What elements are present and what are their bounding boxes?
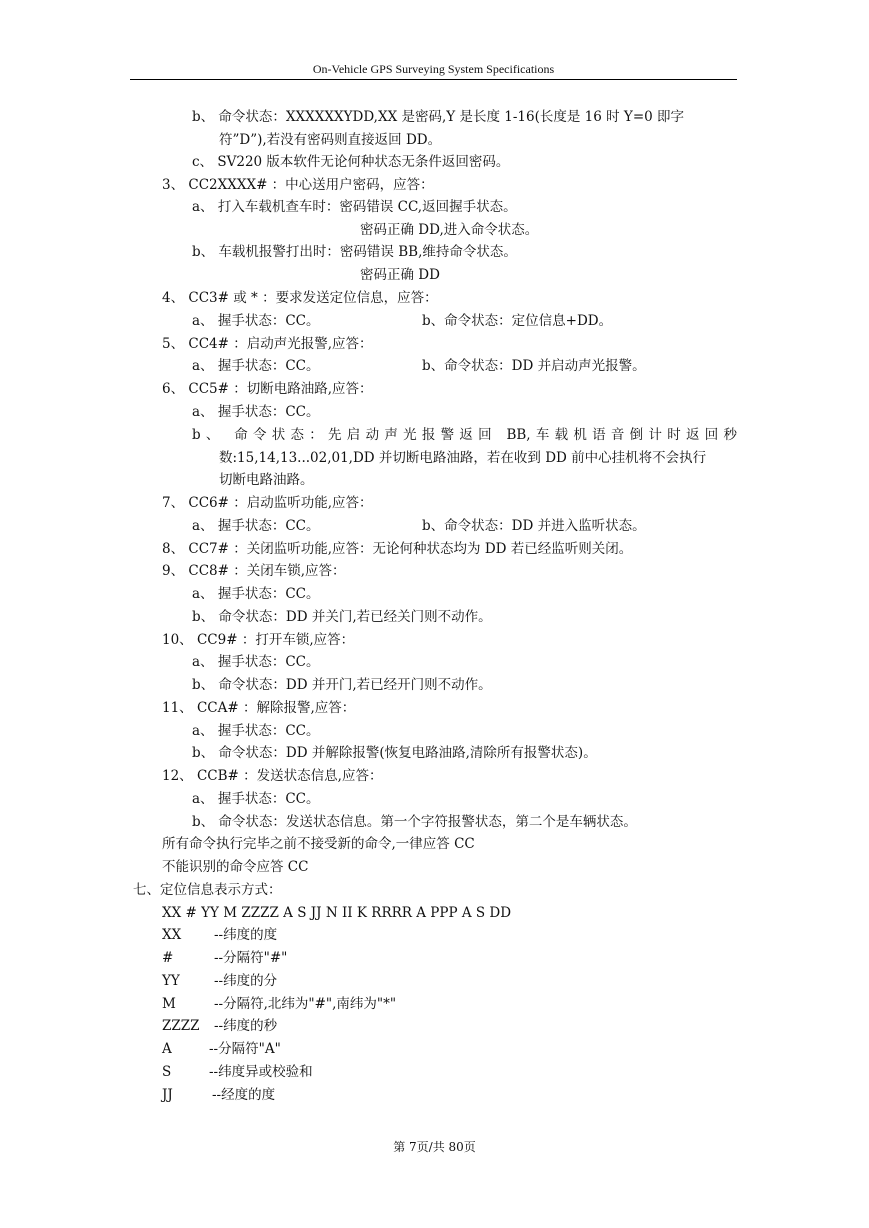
text-line: 5、 CC4# ：启动声光报警,应答： — [162, 336, 373, 352]
text-line: a、 握手状态：CC。 — [192, 791, 320, 807]
field-description: --分隔符"#" — [214, 950, 288, 966]
field-code: YY — [162, 973, 180, 989]
text-line: b、命令状态：DD 并启动声光报警。 — [422, 358, 646, 374]
field-description: --经度的度 — [212, 1087, 276, 1103]
field-code: # — [162, 950, 174, 966]
section-heading: 七、定位信息表示方式： — [133, 882, 282, 898]
text-line: 不能识别的命令应答 CC — [162, 859, 309, 875]
text-line: 密码正确 DD — [360, 267, 440, 283]
text-line: b、 命令状态：XXXXXXYDD,XX 是密码,Y 是长度 1-16(长度是 16 时 Y=0 即字 — [192, 109, 685, 125]
text-line: b、 命令状态：DD 并解除报警(恢复电路油路,清除所有报警状态)。 — [192, 745, 597, 761]
header-rule — [130, 79, 737, 80]
text-line: b、 车载机报警打出时：密码错误 BB,维持命令状态。 — [192, 244, 517, 260]
field-description: --纬度的度 — [214, 927, 278, 943]
text-line: 3、 CC2XXXX# ：中心送用户密码，应答： — [162, 177, 434, 193]
text-line: b、 命令状态：DD 并关门,若已经关门则不动作。 — [192, 609, 492, 625]
text-line: 符”D”),若没有密码则直接返回 DD。 — [219, 132, 442, 148]
text-line: a、 握手状态：CC。 — [192, 358, 320, 374]
text-line: c、 SV220 版本软件无论何种状态无条件返回密码。 — [192, 154, 510, 170]
field-description: --纬度的分 — [214, 973, 278, 989]
text-line: b、 命令状态：DD 并开门,若已经开门则不动作。 — [192, 677, 492, 693]
text-line: 11、 CCA# ：解除报警,应答： — [162, 700, 356, 716]
field-description: --分隔符,北纬为"#",南纬为"*" — [214, 996, 397, 1012]
field-code: A — [162, 1041, 172, 1057]
text-line: 密码正确 DD,进入命令状态。 — [360, 222, 539, 238]
text-line: a、 握手状态：CC。 — [192, 654, 320, 670]
page-header: On-Vehicle GPS Surveying System Specifications — [312, 62, 555, 76]
text-line: b、命令状态：DD 并进入监听状态。 — [422, 518, 646, 534]
text-line: 7、 CC6# ：启动监听功能,应答： — [162, 495, 373, 511]
text-line: a、 握手状态：CC。 — [192, 723, 320, 739]
text-line: a、 握手状态：CC。 — [192, 404, 320, 420]
field-code: S — [162, 1064, 172, 1080]
text-line: 切断电路油路。 — [219, 472, 314, 488]
text-line: a、 打入车载机查车时：密码错误 CC,返回握手状态。 — [192, 199, 517, 215]
text-line: a、 握手状态：CC。 — [192, 586, 320, 602]
text-line: 9、 CC8# ：关闭车锁,应答： — [162, 563, 346, 579]
text-line: 4、 CC3# 或 * ：要求发送定位信息，应答： — [162, 290, 438, 306]
text-line: 10、 CC9# ：打开车锁,应答： — [162, 632, 355, 648]
text-line: 所有命令执行完毕之前不接受新的命令,一律应答 CC — [162, 836, 475, 852]
text-line: 数:15,14,13...02,01,DD 并切断电路油路，若在收到 DD 前中心挂机将不会执行 — [219, 450, 707, 466]
field-code: JJ — [162, 1087, 173, 1103]
field-code: ZZZZ — [162, 1018, 200, 1034]
text-line: 12、 CCB# ：发送状态信息,应答： — [162, 768, 383, 784]
field-code: XX — [162, 927, 182, 943]
field-description: --纬度的秒 — [214, 1018, 278, 1034]
field-description: --分隔符"A" — [209, 1041, 281, 1057]
page-number: 第 7页/共 80页 — [393, 1140, 476, 1154]
text-line: b、 命令状态：先启动声光报警返回 BB,车载机语音倒计时返回秒 — [192, 427, 737, 443]
text-line: 6、 CC5# ：切断电路油路,应答： — [162, 381, 373, 397]
text-line: 8、 CC7# ：关闭监听功能,应答：无论何种状态均为 DD 若已经监听则关闭。 — [162, 541, 633, 557]
text-line: b、命令状态：定位信息+DD。 — [422, 313, 613, 329]
text-line: b、 命令状态：发送状态信息。第一个字符报警状态，第二个是车辆状态。 — [192, 814, 637, 830]
text-line: a、 握手状态：CC。 — [192, 313, 320, 329]
text-line: a、 握手状态：CC。 — [192, 518, 320, 534]
field-code: M — [162, 996, 176, 1012]
format-line: XX # YY M ZZZZ A S JJ N II K RRRR A PPP A S DD — [162, 905, 512, 921]
field-description: --纬度异或校验和 — [209, 1064, 313, 1080]
